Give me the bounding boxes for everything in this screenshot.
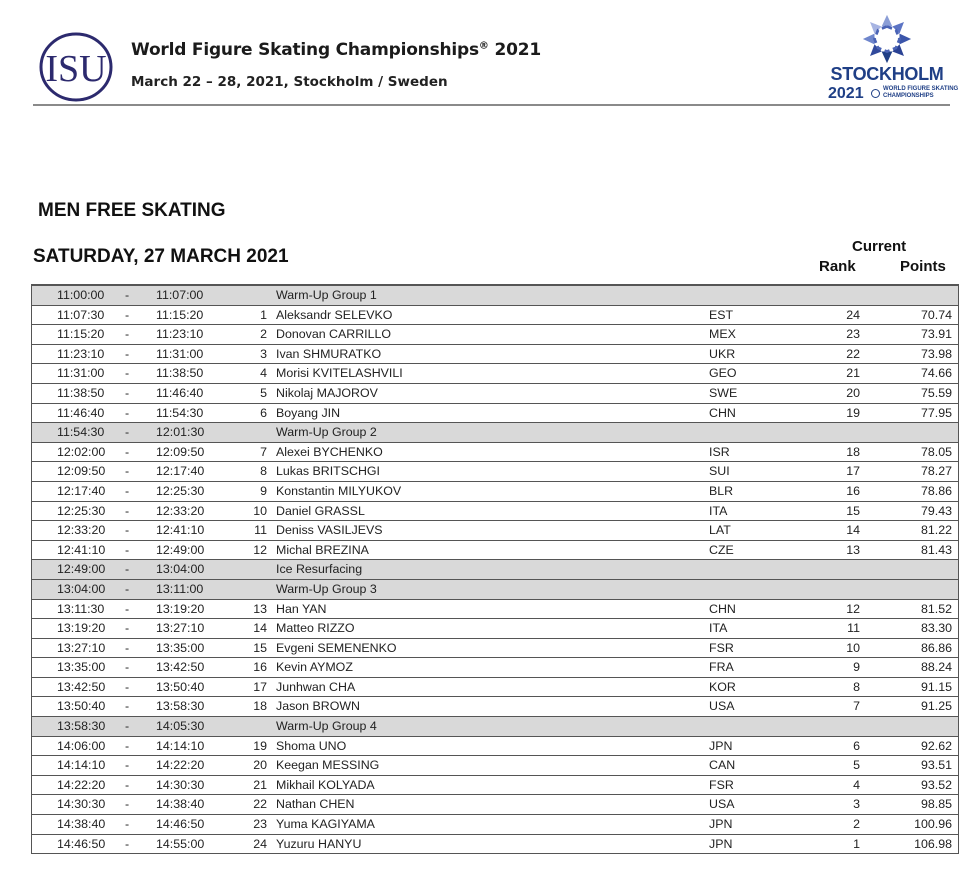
current-rank: 11 [847, 621, 860, 636]
time-dash: - [125, 385, 130, 400]
skater-name: Konstantin MILYUKOV [276, 483, 402, 498]
end-time: 11:23:10 [156, 327, 204, 342]
start-time: 14:14:10 [57, 758, 106, 773]
time-dash: - [125, 288, 130, 302]
start-time: 11:46:40 [57, 405, 105, 420]
skater-name: Keegan MESSING [276, 758, 380, 773]
time-dash: - [125, 581, 130, 596]
start-number: 9 [260, 483, 267, 498]
nation-code: MEX [709, 327, 736, 342]
nation-code: FSR [709, 777, 734, 792]
current-rank: 1 [853, 836, 860, 851]
time-dash: - [125, 307, 130, 322]
current-points: 77.95 [920, 405, 952, 420]
time-dash: - [125, 817, 130, 832]
current-rank: 16 [846, 483, 860, 498]
current-rank: 22 [846, 346, 860, 361]
skater-row [32, 325, 958, 345]
end-time: 12:49:00 [156, 542, 205, 557]
current-rank: 21 [846, 366, 860, 381]
column-header-rank: Rank [819, 258, 856, 275]
start-time: 11:15:20 [57, 327, 105, 342]
start-time: 11:38:50 [57, 385, 105, 400]
start-number: 20 [253, 758, 267, 773]
skater-name: Lukas BRITSCHGI [276, 464, 380, 479]
current-rank: 8 [853, 679, 860, 694]
start-time: 14:30:30 [57, 797, 106, 812]
start-time: 11:54:30 [57, 425, 105, 440]
current-points: 78.05 [920, 444, 952, 459]
nation-code: JPN [709, 836, 733, 851]
end-time: 14:46:50 [156, 817, 205, 832]
current-rank: 3 [853, 797, 860, 812]
snowflake-star-icon [862, 14, 912, 64]
time-dash: - [125, 621, 130, 636]
time-dash: - [125, 777, 130, 792]
time-dash: - [125, 542, 130, 557]
skater-row [32, 678, 958, 698]
end-time: 13:11:00 [156, 581, 204, 596]
skater-row [32, 776, 958, 796]
starting-order-table [31, 284, 959, 854]
start-time: 13:35:00 [57, 660, 106, 675]
nation-code: BLR [709, 483, 734, 498]
start-number: 13 [253, 601, 267, 616]
time-dash: - [125, 523, 130, 538]
current-points: 100.96 [914, 817, 952, 832]
end-time: 14:14:10 [156, 738, 205, 753]
start-time: 11:31:00 [57, 366, 105, 381]
session-label: Warm-Up Group 2 [276, 425, 377, 440]
start-time: 13:42:50 [57, 679, 106, 694]
skater-name: Boyang JIN [276, 405, 341, 420]
session-label: Warm-Up Group 1 [276, 288, 377, 302]
isu-logo [38, 31, 114, 103]
nation-code: ITA [709, 503, 728, 518]
current-points: 73.91 [920, 327, 952, 342]
current-points: 106.98 [914, 836, 952, 851]
skater-row [32, 697, 958, 717]
stockholm-2021-logo [822, 14, 959, 104]
skater-name: Ivan SHMURATKO [276, 346, 382, 361]
skater-name: Nikolaj MAJOROV [276, 385, 378, 400]
current-points: 91.15 [920, 679, 952, 694]
current-rank: 20 [846, 385, 860, 400]
start-time: 11:07:30 [57, 307, 105, 322]
time-dash: - [125, 679, 130, 694]
session-label: Warm-Up Group 3 [276, 581, 377, 596]
skater-name: Aleksandr SELEVKO [276, 307, 393, 322]
host-city: STOCKHOLM [830, 64, 944, 84]
skater-name: Nathan CHEN [276, 797, 355, 812]
time-dash: - [125, 444, 130, 459]
end-time: 11:31:00 [156, 346, 204, 361]
session-label: Warm-Up Group 4 [276, 719, 377, 734]
start-number: 4 [260, 366, 267, 381]
nation-code: EST [709, 307, 734, 322]
skater-name: Jason BROWN [276, 699, 360, 714]
time-dash: - [125, 405, 130, 420]
start-number: 10 [253, 503, 267, 518]
current-points: 93.51 [920, 758, 952, 773]
start-time: 12:09:50 [57, 464, 106, 479]
start-number: 24 [253, 836, 267, 851]
host-logo-line1: WORLD FIGURE SKATING [883, 86, 959, 92]
current-points: 79.43 [920, 503, 952, 518]
nation-code: USA [709, 797, 735, 812]
current-rank: 4 [853, 777, 860, 792]
current-points: 92.62 [920, 738, 952, 753]
end-time: 12:17:40 [156, 464, 205, 479]
skater-row [32, 384, 958, 404]
start-number: 6 [260, 405, 267, 420]
start-time: 12:17:40 [57, 483, 106, 498]
nation-code: JPN [709, 738, 733, 753]
start-number: 1 [260, 307, 267, 322]
start-time: 13:19:20 [57, 621, 106, 636]
start-number: 16 [253, 660, 267, 675]
start-time: 14:46:50 [57, 836, 106, 851]
skater-row [32, 443, 958, 463]
end-time: 11:38:50 [156, 366, 204, 381]
skater-name: Deniss VASILJEVS [276, 523, 383, 538]
end-time: 13:27:10 [156, 621, 205, 636]
nation-code: CHN [709, 405, 736, 420]
start-number: 3 [260, 346, 267, 361]
start-number: 18 [253, 699, 267, 714]
championship-title [131, 40, 541, 60]
skater-row [32, 462, 958, 482]
skater-row [32, 404, 958, 424]
time-dash: - [125, 346, 130, 361]
skater-row [32, 658, 958, 678]
time-dash: - [125, 660, 130, 675]
time-dash: - [125, 366, 130, 381]
championship-year: 2021 [494, 40, 541, 60]
end-time: 12:25:30 [156, 483, 205, 498]
current-points: 73.98 [920, 346, 952, 361]
current-points: 75.59 [920, 385, 952, 400]
current-rank: 5 [853, 758, 860, 773]
current-rank: 14 [846, 523, 860, 538]
time-dash: - [125, 483, 130, 498]
current-rank: 23 [846, 327, 860, 342]
current-points: 81.52 [920, 601, 952, 616]
skater-row [32, 345, 958, 365]
time-dash: - [125, 797, 130, 812]
end-time: 14:30:30 [156, 777, 205, 792]
current-points: 81.22 [920, 523, 952, 538]
nation-code: FRA [709, 660, 734, 675]
session-label: Ice Resurfacing [276, 562, 363, 577]
time-dash: - [125, 327, 130, 342]
end-time: 14:22:20 [156, 758, 205, 773]
skater-name: Daniel GRASSL [276, 503, 365, 518]
time-dash: - [125, 464, 130, 479]
start-time: 12:25:30 [57, 503, 106, 518]
time-dash: - [125, 719, 130, 734]
current-rank: 10 [846, 640, 860, 655]
separator-row [32, 580, 958, 600]
nation-code: JPN [709, 817, 733, 832]
end-time: 11:46:40 [156, 385, 204, 400]
nation-code: GEO [709, 366, 737, 381]
skater-row [32, 835, 958, 855]
current-points: 86.86 [920, 640, 952, 655]
skater-name: Donovan CARRILLO [276, 327, 392, 342]
start-number: 2 [260, 327, 267, 342]
skater-row [32, 756, 958, 776]
nation-code: FSR [709, 640, 734, 655]
current-points: 93.52 [920, 777, 952, 792]
nation-code: LAT [709, 523, 731, 538]
championship-dates-location: March 22 – 28, 2021, Stockholm / Sweden [131, 74, 448, 90]
skater-name: Morisi KVITELASHVILI [276, 366, 403, 381]
time-dash: - [125, 601, 130, 616]
skater-name: Matteo RIZZO [276, 621, 355, 636]
end-time: 11:15:20 [156, 307, 204, 322]
current-points: 74.66 [920, 366, 952, 381]
host-logo-subtitle [883, 86, 958, 100]
skater-name: Alexei BYCHENKO [276, 444, 383, 459]
championship-title-text: World Figure Skating Championships [131, 40, 479, 60]
start-number: 5 [260, 385, 267, 400]
time-dash: - [125, 836, 130, 851]
nation-code: ITA [709, 621, 728, 636]
start-time: 14:06:00 [57, 738, 106, 753]
current-points: 81.43 [920, 542, 952, 557]
host-year: 2021 [828, 85, 864, 102]
nation-code: SUI [709, 464, 730, 479]
start-time: 12:49:00 [57, 562, 106, 577]
end-time: 14:38:40 [156, 797, 205, 812]
host-logo-line2: CHAMPIONSHIPS [883, 93, 934, 99]
start-time: 12:41:10 [57, 542, 106, 557]
column-header-points: Points [900, 258, 946, 275]
current-points: 83.30 [920, 621, 952, 636]
skater-name: Yuma KAGIYAMA [276, 817, 375, 832]
skater-name: Junhwan CHA [276, 679, 356, 694]
isu-ring-icon [871, 89, 880, 98]
skater-name: Michal BREZINA [276, 542, 369, 557]
nation-code: KOR [709, 679, 736, 694]
end-time: 12:33:20 [156, 503, 205, 518]
nation-code: USA [709, 699, 735, 714]
end-time: 11:54:30 [156, 405, 204, 420]
current-points: 98.85 [920, 797, 952, 812]
start-number: 22 [253, 797, 267, 812]
skater-row [32, 502, 958, 522]
current-rank: 15 [846, 503, 860, 518]
session-date: SATURDAY, 27 MARCH 2021 [33, 246, 289, 267]
start-time: 13:27:10 [57, 640, 106, 655]
end-time: 12:01:30 [156, 425, 205, 440]
end-time: 13:42:50 [156, 660, 205, 675]
end-time: 11:07:00 [156, 288, 204, 302]
skater-row [32, 815, 958, 835]
start-time: 12:02:00 [57, 444, 106, 459]
end-time: 14:05:30 [156, 719, 205, 734]
end-time: 13:50:40 [156, 679, 205, 694]
start-number: 12 [253, 542, 267, 557]
separator-row [32, 560, 958, 580]
time-dash: - [125, 758, 130, 773]
skater-row [32, 541, 958, 561]
time-dash: - [125, 503, 130, 518]
start-number: 11 [254, 523, 267, 538]
end-time: 12:41:10 [156, 523, 205, 538]
start-time: 12:33:20 [57, 523, 106, 538]
start-time: 13:50:40 [57, 699, 106, 714]
current-rank: 12 [846, 601, 860, 616]
current-rank: 24 [846, 307, 860, 322]
start-number: 15 [253, 640, 267, 655]
separator-row [32, 423, 958, 443]
end-time: 13:04:00 [156, 562, 205, 577]
skater-name: Han YAN [276, 601, 327, 616]
skater-name: Kevin AYMOZ [276, 660, 353, 675]
time-dash: - [125, 562, 130, 577]
current-rank: 19 [846, 405, 860, 420]
nation-code: CHN [709, 601, 736, 616]
start-number: 8 [260, 464, 267, 479]
current-points: 78.27 [920, 464, 952, 479]
nation-code: ISR [709, 444, 730, 459]
start-number: 19 [253, 738, 267, 753]
nation-code: CAN [709, 758, 736, 773]
start-time: 13:11:30 [57, 601, 105, 616]
skater-name: Mikhail KOLYADA [276, 777, 375, 792]
header-divider [33, 104, 950, 106]
start-time: 11:23:10 [57, 346, 105, 361]
current-rank: 18 [846, 444, 860, 459]
skater-name: Yuzuru HANYU [276, 836, 362, 851]
registered-mark: ® [478, 40, 489, 52]
start-number: 17 [253, 679, 267, 694]
isu-logo-text: ISU [45, 48, 107, 90]
current-rank: 9 [853, 660, 860, 675]
skater-name: Shoma UNO [276, 738, 347, 753]
end-time: 13:58:30 [156, 699, 205, 714]
event-title: MEN FREE SKATING [38, 200, 226, 221]
skater-row [32, 364, 958, 384]
current-points: 78.86 [920, 483, 952, 498]
start-number: 23 [253, 817, 267, 832]
start-time: 14:38:40 [57, 817, 106, 832]
start-time: 13:04:00 [57, 581, 106, 596]
time-dash: - [125, 738, 130, 753]
current-rank: 6 [853, 738, 860, 753]
current-rank: 13 [846, 542, 860, 557]
end-time: 12:09:50 [156, 444, 205, 459]
end-time: 14:55:00 [156, 836, 205, 851]
current-points: 88.24 [920, 660, 952, 675]
start-time: 13:58:30 [57, 719, 106, 734]
start-number: 14 [253, 621, 267, 636]
skater-row [32, 737, 958, 757]
separator-row [32, 286, 958, 306]
start-time: 14:22:20 [57, 777, 106, 792]
current-points: 70.74 [920, 307, 952, 322]
time-dash: - [125, 640, 130, 655]
end-time: 13:19:20 [156, 601, 205, 616]
start-number: 7 [260, 444, 267, 459]
skater-row [32, 639, 958, 659]
current-rank: 7 [853, 699, 860, 714]
skater-row [32, 521, 958, 541]
column-header-current: Current [852, 238, 907, 255]
skater-row [32, 619, 958, 639]
skater-row [32, 795, 958, 815]
start-number: 21 [253, 777, 267, 792]
skater-row [32, 306, 958, 326]
time-dash: - [125, 425, 130, 440]
current-points: 91.25 [920, 699, 952, 714]
current-rank: 17 [846, 464, 860, 479]
nation-code: SWE [709, 385, 738, 400]
start-time: 11:00:00 [57, 288, 105, 302]
end-time: 13:35:00 [156, 640, 205, 655]
skater-name: Evgeni SEMENENKO [276, 640, 397, 655]
skater-row [32, 482, 958, 502]
nation-code: UKR [709, 346, 736, 361]
time-dash: - [125, 699, 130, 714]
current-rank: 2 [853, 817, 860, 832]
nation-code: CZE [709, 542, 734, 557]
document-header [0, 0, 980, 110]
separator-row [32, 717, 958, 737]
skater-row [32, 600, 958, 620]
